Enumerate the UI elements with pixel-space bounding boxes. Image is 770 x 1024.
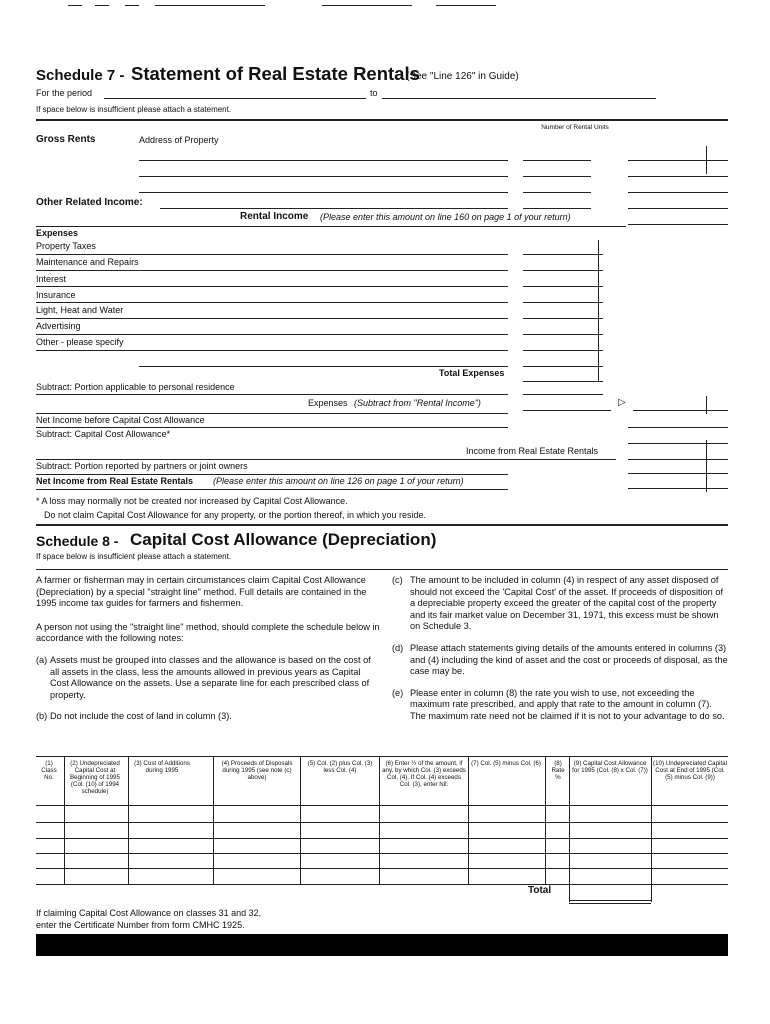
expenses-heading: Expenses [36,228,79,238]
note-b-label: (b) [36,711,48,722]
col-6-half-rule: (6) Enter ½ of the amount, if any, by which Col. (3) exceeds Col. (4). If Col. (4) exceeds Col. (3), enter Nil. [382,760,466,788]
schedule8-label: Schedule 8 - [36,533,119,549]
col-2-ucc-beginning: (2) Undepreciated Capital Cost at Beginning of 1995 (Col. (10) of 1994 schedule) [70,760,120,795]
cca-row-1[interactable] [36,822,728,823]
expenses-subtotal-note: (Subtract from "Rental Income") [354,398,481,408]
income-from-rentals-label: Income from Real Estate Rentals [466,446,599,456]
rental-income-label: Rental Income [240,211,309,222]
gross-rent-amount-2[interactable] [628,176,728,177]
personal-residence-label: Subtract: Portion applicable to personal residence [36,382,235,392]
partners-portion-label: Subtract: Portion reported by partners or joint owners [36,461,248,471]
note-e-label: (e) [392,687,404,698]
property-taxes-amount[interactable] [523,254,603,255]
for-period-label: For the period [36,88,93,98]
expense-maintenance: Maintenance and Repairs [36,257,139,267]
net-income-label: Net Income from Real Estate Rentals [36,476,194,486]
col-10-ucc-end: (10) Undepreciated Capital Cost at End of 1995 (Col. (5) minus Col. (9)) [653,760,727,781]
schedule8-insufficient-note: If space below is insufficient please attach a statement. [36,552,232,561]
cca-total-amount[interactable] [569,900,651,901]
col-9-cca-1995: (9) Capital Cost Allowance for 1995 (Col. (8) x Col. (7)) [572,760,648,774]
cca-row-2[interactable] [36,838,728,839]
other-related-income-label: Other Related Income: [36,197,143,208]
expense-insurance: Insurance [36,290,76,300]
expense-other: Other - please specify [36,337,124,347]
other-expense-amount-2[interactable] [523,366,603,367]
net-before-cca-label: Net Income before Capital Cost Allowance [36,415,205,425]
cmhc-line-2: enter the Certificate Number from form CMHC 1925. [36,920,245,930]
personal-residence-amount[interactable] [523,394,603,395]
total-expenses-label: Total Expenses [439,368,505,378]
note-d-text: Please attach statements giving details of the amounts entered in columns (3) and (4) including the kind of asset and the cost or proceeds of disposal, as the case may be. [410,642,728,677]
cca-row-5[interactable] [36,884,728,885]
col-5-calc: (5) Col. (2) plus Col. (3) less Col. (4) [307,760,373,774]
partners-portion-amount[interactable] [628,473,728,474]
income-from-rentals-amount[interactable] [628,459,728,460]
other-expense-description[interactable] [139,366,508,367]
farmer-paragraph: A farmer or fisherman may in certain circumstances claim Capital Cost Allowance (Depreciation) by a special "straight line" method. Full details are contained in the 1995 income tax guides for farmers and fishermen. [36,575,367,609]
period-to-label: to [370,88,378,98]
rental-income-amount[interactable] [628,224,728,225]
note-c-text: The amount to be included in column (4) in respect of any asset disposed of should not exceed the 'Capital Cost' of the asset. If proceeds of disposition of a depreciable property exceed the greater of the capital cost of the property and its fair market value on December 31, 1971, this excess must be shown on Schedule 3. [410,575,724,632]
cca-row-3[interactable] [36,853,728,854]
expense-advertising: Advertising [36,321,81,331]
light-heat-water-amount[interactable] [523,318,603,319]
other-expense-amount-1[interactable] [523,350,603,351]
arrow-icon: ▷ [618,397,626,408]
gross-rent-amount-3[interactable] [628,192,728,193]
expense-interest: Interest [36,274,67,284]
cmhc-line-1: If claiming Capital Cost Allowance on classes 31 and 32, [36,908,262,918]
gross-rent-amount-1[interactable] [628,160,728,161]
col-1-class-no: (1) Class No. [41,760,57,781]
insurance-amount[interactable] [523,302,603,303]
maintenance-amount[interactable] [523,270,603,271]
address-field-2[interactable] [139,176,508,177]
note-b-text: Do not include the cost of land in column (3). [50,711,232,722]
other-income-amount[interactable] [628,208,728,209]
expense-light-heat-water: Light, Heat and Water [36,305,124,315]
note-a-text: Assets must be grouped into classes and the allowance is based on the cost of all assets in the class, less the amounts allowed in previous years as Capital Cost Allowance on the assets. Use a separate line for each prescribed class of property. [50,654,371,700]
col-4-disposals: (4) Proceeds of Disposals during 1995 (see note (c) above) [221,760,293,781]
expenses-subtotal-label: Expenses [308,398,348,408]
cca-total-label: Total [528,885,552,896]
net-before-cca-amount[interactable] [628,427,728,428]
cca-row-4[interactable] [36,868,728,869]
col-3-additions: (3) Cost of Additions during 1995 [134,760,190,774]
footer-bar [36,934,728,956]
schedule8-title: Capital Cost Allowance (Depreciation) [130,530,437,549]
address-field-3[interactable] [139,192,508,193]
note-d-label: (d) [392,642,404,653]
schedule7-guide-ref: (See "Line 126" in Guide) [406,71,519,82]
rental-units-heading: Number of Rental Units [541,124,609,131]
note-a-label: (a) [36,654,48,665]
address-field-1[interactable] [139,160,508,161]
col-8-rate: (8) Rate % [551,760,565,781]
schedule7-label: Schedule 7 - [36,67,125,84]
footnote-residence: Do not claim Capital Cost Allowance for any property, or the portion thereof, in which you reside. [44,510,427,520]
subtract-cca-amount[interactable] [628,443,728,444]
expenses-subtotal-amount[interactable] [523,410,611,411]
address-of-property-label: Address of Property [139,135,219,145]
expense-property-taxes: Property Taxes [36,241,96,251]
advertising-amount[interactable] [523,334,603,335]
footnote-loss: * A loss may normally not be created nor increased by Capital Cost Allowance. [36,496,348,506]
subtract-cca-label: Subtract: Capital Cost Allowance* [36,429,171,439]
straight-line-paragraph: A person not using the "straight line" method, should complete the schedule below in accordance with the following notes: [36,621,380,644]
schedule7-insufficient-note: If space below is insufficient please attach a statement. [36,105,232,114]
rental-income-note: (Please enter this amount on line 160 on page 1 of your return) [320,212,571,222]
period-from-field[interactable] [104,98,366,99]
other-income-description[interactable] [160,208,508,209]
note-c-label: (c) [392,575,403,585]
total-expenses-amount[interactable] [523,381,603,382]
col-7-calc: (7) Col. (5) minus Col. (6) [471,760,541,767]
net-income-amount[interactable] [628,488,728,489]
note-e-text: Please enter in column (8) the rate you wish to use, not exceeding the maximum rate prescribed, and apply that rate to the amount in column (7). The maximum rate need not be claimed if it is not to your advantage to do so. [410,687,725,721]
period-to-field[interactable] [382,98,656,99]
interest-amount[interactable] [523,286,603,287]
gross-rents-label: Gross Rents [36,134,96,145]
schedule7-title: Statement of Real Estate Rentals [131,63,420,84]
net-income-note: (Please enter this amount on line 126 on page 1 of your return) [213,476,464,486]
